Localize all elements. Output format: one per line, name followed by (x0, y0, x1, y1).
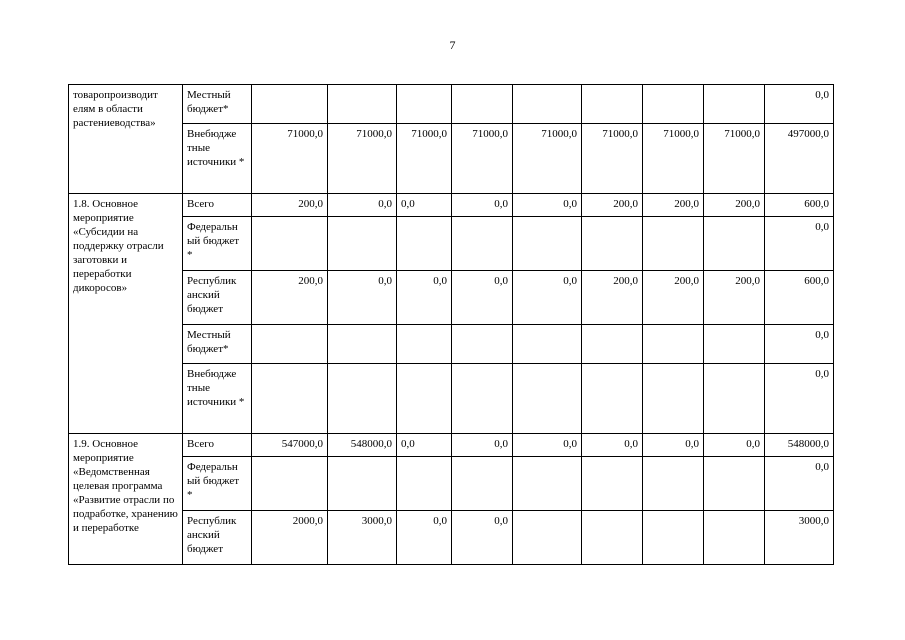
budget-table (68, 84, 834, 565)
funding-source-cell: Всего (183, 194, 252, 217)
year-value-cell: 71000,0 (704, 124, 765, 194)
year-value-cell: 0,0 (704, 434, 765, 457)
table-row (69, 364, 834, 434)
year-value-cell (582, 364, 643, 434)
year-value-cell: 0,0 (397, 194, 452, 217)
year-value-cell (252, 364, 328, 434)
year-value-cell: 71000,0 (513, 124, 582, 194)
year-value-cell: 3000,0 (328, 511, 397, 565)
year-value-cell (397, 217, 452, 271)
year-value-cell: 200,0 (582, 194, 643, 217)
funding-source-cell: Всего (183, 434, 252, 457)
year-value-cell: 0,0 (328, 271, 397, 325)
year-value-cell (452, 325, 513, 364)
year-value-cell (397, 364, 452, 434)
table-row (69, 457, 834, 511)
activity-cell: 1.8. Основное мероприятие «Субсидии на поддержку отрасли заготовки и переработки дикоросов» (69, 194, 183, 434)
total-value-cell: 497000,0 (765, 124, 834, 194)
year-value-cell (452, 217, 513, 271)
year-value-cell (452, 364, 513, 434)
year-value-cell: 200,0 (252, 194, 328, 217)
page-number: 7 (449, 38, 456, 52)
year-value-cell: 71000,0 (643, 124, 704, 194)
year-value-cell (643, 364, 704, 434)
year-value-cell: 548000,0 (328, 434, 397, 457)
year-value-cell: 0,0 (397, 434, 452, 457)
year-value-cell: 0,0 (452, 194, 513, 217)
year-value-cell: 2000,0 (252, 511, 328, 565)
year-value-cell: 200,0 (643, 271, 704, 325)
year-value-cell (643, 325, 704, 364)
year-value-cell (513, 325, 582, 364)
year-value-cell: 200,0 (704, 194, 765, 217)
year-value-cell (513, 364, 582, 434)
year-value-cell: 200,0 (643, 194, 704, 217)
year-value-cell: 0,0 (452, 271, 513, 325)
activity-cell: 1.9. Основное мероприятие «Ведомственная целевая программа «Развитие отрасли по подработке, хранению и переработке (69, 434, 183, 565)
total-value-cell: 600,0 (765, 271, 834, 325)
total-value-cell: 0,0 (765, 364, 834, 434)
year-value-cell (643, 457, 704, 511)
year-value-cell (582, 325, 643, 364)
year-value-cell: 71000,0 (252, 124, 328, 194)
year-value-cell (704, 457, 765, 511)
year-value-cell: 0,0 (513, 194, 582, 217)
year-value-cell (452, 457, 513, 511)
year-value-cell (582, 511, 643, 565)
year-value-cell: 200,0 (252, 271, 328, 325)
year-value-cell (513, 457, 582, 511)
year-value-cell: 0,0 (643, 434, 704, 457)
activity-cell: товаропроизводит елям в области растениеводства» (69, 85, 183, 194)
year-value-cell (704, 511, 765, 565)
year-value-cell (582, 457, 643, 511)
total-value-cell: 3000,0 (765, 511, 834, 565)
year-value-cell: 200,0 (582, 271, 643, 325)
funding-source-cell: Местный бюджет* (183, 325, 252, 364)
year-value-cell (328, 217, 397, 271)
year-value-cell (704, 325, 765, 364)
year-value-cell (328, 85, 397, 124)
year-value-cell (452, 85, 513, 124)
year-value-cell: 0,0 (328, 194, 397, 217)
year-value-cell (397, 457, 452, 511)
year-value-cell (328, 325, 397, 364)
year-value-cell: 0,0 (513, 271, 582, 325)
year-value-cell: 0,0 (397, 511, 452, 565)
year-value-cell: 71000,0 (582, 124, 643, 194)
funding-source-cell: Федеральн ый бюджет * (183, 217, 252, 271)
total-value-cell: 600,0 (765, 194, 834, 217)
year-value-cell: 71000,0 (397, 124, 452, 194)
table-row (69, 217, 834, 271)
year-value-cell: 200,0 (704, 271, 765, 325)
year-value-cell: 0,0 (513, 434, 582, 457)
funding-source-cell: Республик анский бюджет (183, 271, 252, 325)
year-value-cell (397, 325, 452, 364)
year-value-cell (643, 85, 704, 124)
total-value-cell: 548000,0 (765, 434, 834, 457)
total-value-cell: 0,0 (765, 457, 834, 511)
year-value-cell: 0,0 (452, 511, 513, 565)
year-value-cell (252, 217, 328, 271)
year-value-cell (704, 85, 765, 124)
year-value-cell: 0,0 (582, 434, 643, 457)
year-value-cell (704, 217, 765, 271)
year-value-cell: 71000,0 (452, 124, 513, 194)
table-row (69, 124, 834, 194)
year-value-cell (513, 217, 582, 271)
table-row (69, 325, 834, 364)
year-value-cell (252, 325, 328, 364)
year-value-cell (252, 85, 328, 124)
table-row (69, 511, 834, 565)
year-value-cell (582, 217, 643, 271)
table-row (69, 85, 834, 124)
year-value-cell (643, 217, 704, 271)
total-value-cell: 0,0 (765, 85, 834, 124)
funding-source-cell: Федеральн ый бюджет * (183, 457, 252, 511)
year-value-cell (513, 85, 582, 124)
total-value-cell: 0,0 (765, 325, 834, 364)
funding-source-cell: Внебюдже тные источники * (183, 364, 252, 434)
year-value-cell (328, 457, 397, 511)
table-row (69, 271, 834, 325)
year-value-cell (704, 364, 765, 434)
year-value-cell (582, 85, 643, 124)
table-row (69, 434, 834, 457)
funding-source-cell: Республик анский бюджет (183, 511, 252, 565)
year-value-cell (643, 511, 704, 565)
year-value-cell (328, 364, 397, 434)
total-value-cell: 0,0 (765, 217, 834, 271)
year-value-cell: 0,0 (452, 434, 513, 457)
year-value-cell (252, 457, 328, 511)
year-value-cell: 547000,0 (252, 434, 328, 457)
year-value-cell: 71000,0 (328, 124, 397, 194)
table-row (69, 194, 834, 217)
year-value-cell (513, 511, 582, 565)
year-value-cell (397, 85, 452, 124)
funding-source-cell: Внебюдже тные источники * (183, 124, 252, 194)
funding-source-cell: Местный бюджет* (183, 85, 252, 124)
year-value-cell: 0,0 (397, 271, 452, 325)
